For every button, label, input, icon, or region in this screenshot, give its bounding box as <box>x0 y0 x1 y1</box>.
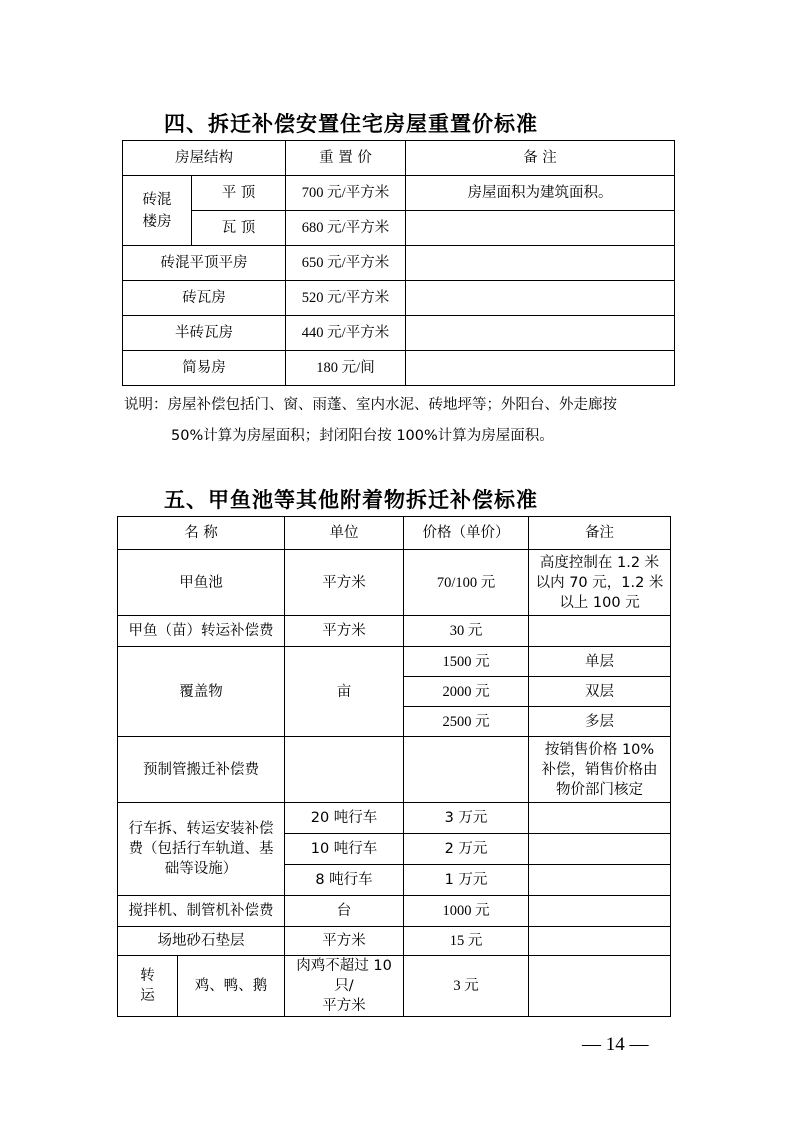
gravel-name: 场地砂石垫层 <box>118 927 285 956</box>
mixer-name: 搅拌机、制管机补偿费 <box>118 896 285 927</box>
header-remark: 备注 <box>529 517 671 550</box>
turtle-transport-name: 甲鱼（苗）转运补偿费 <box>118 616 285 647</box>
remark-cell <box>406 351 675 386</box>
section4-title: 四、拆迁补偿安置住宅房屋重置价标准 <box>164 112 538 136</box>
crane-name-line: 础等设施） <box>164 861 238 877</box>
turtle-pond-price: 70/100 元 <box>404 550 529 616</box>
turtle-pond-name: 甲鱼池 <box>118 550 285 616</box>
page-number: — 14 — <box>582 1034 649 1055</box>
turtle-transport-remark <box>529 616 671 647</box>
section5-title: 五、甲鱼池等其他附着物拆迁补偿标准 <box>164 488 538 512</box>
table-row <box>118 550 671 616</box>
crane-name <box>118 803 285 896</box>
table-row <box>118 803 671 834</box>
crane-price: 2 万元 <box>404 834 529 865</box>
header-remark: 备 注 <box>406 141 675 176</box>
note-line-2: 50%计算为房屋面积；封闭阳台按 100%计算为房屋面积。 <box>171 428 554 444</box>
poultry-remark <box>529 956 671 1017</box>
structure-cell: 砖混平顶平房 <box>123 246 286 281</box>
attachment-compensation-table <box>117 516 671 1017</box>
tile-roof-remark <box>406 211 675 246</box>
table-row <box>123 211 675 246</box>
table-row <box>123 246 675 281</box>
table-row <box>118 737 671 803</box>
rebuild-price-table <box>122 140 675 386</box>
poultry-group-char: 运 <box>140 988 155 1004</box>
remark-line: 高度控制在 1.2 米 <box>539 554 660 571</box>
precast-pipe-price <box>404 737 529 803</box>
covering-remark: 双层 <box>529 677 671 707</box>
table-row <box>118 896 671 927</box>
table-row <box>118 616 671 647</box>
remark-cell <box>406 281 675 316</box>
remark-line: 以上 100 元 <box>559 594 640 611</box>
crane-remark <box>529 865 671 896</box>
covering-remark: 多层 <box>529 707 671 737</box>
crane-unit: 8 吨行车 <box>285 865 404 896</box>
crane-remark <box>529 834 671 865</box>
covering-price: 1500 元 <box>404 647 529 677</box>
flat-roof-label: 平 顶 <box>192 176 286 211</box>
structure-cell: 砖瓦房 <box>123 281 286 316</box>
tile-roof-label: 瓦 顶 <box>192 211 286 246</box>
crane-remark <box>529 803 671 834</box>
crane-price: 1 万元 <box>404 865 529 896</box>
price-cell: 650 元/平方米 <box>286 246 406 281</box>
turtle-transport-price: 30 元 <box>404 616 529 647</box>
structure-cell: 简易房 <box>123 351 286 386</box>
remark-cell <box>406 316 675 351</box>
table-row <box>123 281 675 316</box>
header-unit: 单位 <box>285 517 404 550</box>
crane-unit: 20 吨行车 <box>285 803 404 834</box>
poultry-group <box>118 956 178 1017</box>
gravel-price: 15 元 <box>404 927 529 956</box>
header-price: 价格（单价） <box>404 517 529 550</box>
remark-line: 按销售价格 10% <box>544 741 655 758</box>
table-row <box>123 176 675 211</box>
remark-line: 物价部门核定 <box>556 781 644 798</box>
price-cell: 520 元/平方米 <box>286 281 406 316</box>
flat-roof-remark: 房屋面积为建筑面积。 <box>406 176 675 211</box>
mixer-unit: 台 <box>285 896 404 927</box>
gravel-unit: 平方米 <box>285 927 404 956</box>
remark-cell <box>406 246 675 281</box>
price-cell: 440 元/平方米 <box>286 316 406 351</box>
header-name: 名 称 <box>118 517 285 550</box>
table-row <box>123 351 675 386</box>
remark-line: 以内 70 元，1.2 米 <box>535 574 664 591</box>
turtle-transport-unit: 平方米 <box>285 616 404 647</box>
table-header-row <box>118 517 671 550</box>
covering-remark: 单层 <box>529 647 671 677</box>
price-cell: 180 元/间 <box>286 351 406 386</box>
gravel-remark <box>529 927 671 956</box>
mixer-remark <box>529 896 671 927</box>
table-row <box>118 956 671 1017</box>
note-line-1: 说明：房屋补偿包括门、窗、雨蓬、室内水泥、砖地坪等；外阳台、外走廊按 <box>124 397 617 413</box>
covering-price: 2000 元 <box>404 677 529 707</box>
poultry-unit <box>285 956 404 1017</box>
brick-mixed-group: 砖混楼房 <box>123 176 192 246</box>
table-header-row <box>123 141 675 176</box>
table-row <box>123 316 675 351</box>
covering-price: 2500 元 <box>404 707 529 737</box>
crane-price: 3 万元 <box>404 803 529 834</box>
turtle-pond-unit: 平方米 <box>285 550 404 616</box>
remark-line: 补偿，销售价格由 <box>541 761 658 778</box>
flat-roof-price: 700 元/平方米 <box>286 176 406 211</box>
table-row <box>118 927 671 956</box>
precast-pipe-remark <box>529 737 671 803</box>
covering-name: 覆盖物 <box>118 647 285 737</box>
turtle-pond-remark <box>529 550 671 616</box>
precast-pipe-unit <box>285 737 404 803</box>
crane-unit: 10 吨行车 <box>285 834 404 865</box>
poultry-group-char: 转 <box>140 968 155 984</box>
covering-unit: 亩 <box>285 647 404 737</box>
structure-cell: 半砖瓦房 <box>123 316 286 351</box>
tile-roof-price: 680 元/平方米 <box>286 211 406 246</box>
table-row <box>118 647 671 677</box>
poultry-name: 鸡、鸭、鹅 <box>178 956 285 1017</box>
poultry-unit-line: 肉鸡不超过 10 只/ <box>296 958 392 994</box>
crane-name-line: 费（包括行车轨道、基 <box>128 841 274 857</box>
poultry-price: 3 元 <box>404 956 529 1017</box>
crane-name-line: 行车拆、转运安装补偿 <box>128 821 274 837</box>
mixer-price: 1000 元 <box>404 896 529 927</box>
precast-pipe-name: 预制管搬迁补偿费 <box>118 737 285 803</box>
header-structure: 房屋结构 <box>123 141 286 176</box>
header-price: 重 置 价 <box>286 141 406 176</box>
poultry-unit-line: 平方米 <box>322 998 366 1014</box>
